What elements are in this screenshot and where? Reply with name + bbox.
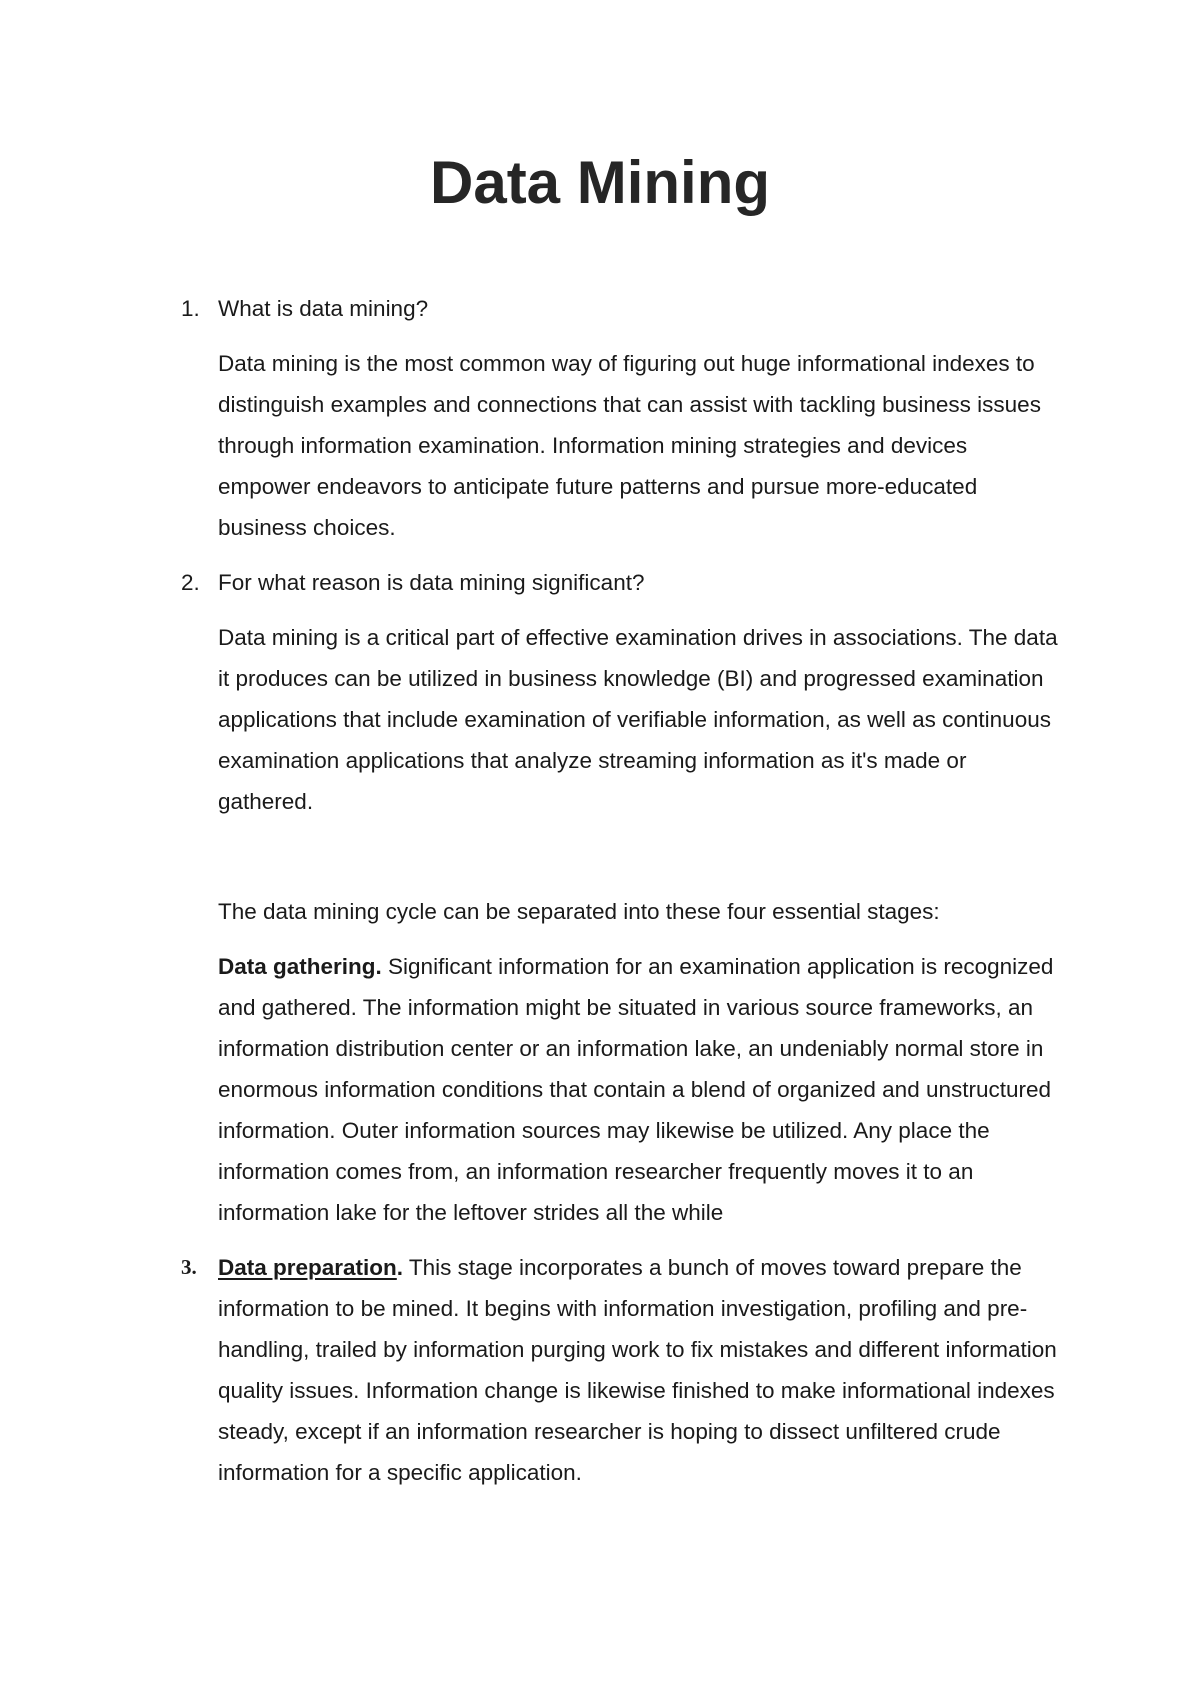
list-number: 1. xyxy=(181,296,200,321)
answer-text: Data mining is a critical part of effective examination drives in associations. The data it produces can be utilized in business knowledge (BI) and progressed examination applications that include examination of verifiable information, as well as continuous examination applications that analyze streaming information as it's made or gathered. xyxy=(218,625,1058,814)
answer-text: Data mining is the most common way of figuring out huge informational indexes to distinguish examples and connections that can assist with tackling business issues through information examination. Information mining strategies and devices empower endeavors to anticipate future patterns and pursue more-educated business choices. xyxy=(218,351,1041,540)
list-number: 2. xyxy=(181,570,200,595)
stage-text: This stage incorporates a bunch of moves toward prepare the information to be mined. It begins with information investigation, profiling and pre-handling, trailed by information purging work to fix mistakes and different information quality issues. Information change is likewise finished to make informational indexes steady, except if an information researcher is hoping to dissect unfiltered crude information for a specific application. xyxy=(218,1255,1057,1485)
stage-text: Significant information for an examination application is recognized and gathered. The information might be situated in various source frameworks, an information distribution center or an information lake, an undeniably normal store in enormous information conditions that contain a blend of organized and unstructured information. Outer information sources may likewise be utilized. Any place the information comes from, an information researcher frequently moves it to an information lake for the leftover strides all the while xyxy=(218,954,1054,1225)
list-item-2 xyxy=(181,562,1058,822)
question-text: What is data mining? xyxy=(218,296,429,321)
stage-heading: Data gathering. xyxy=(218,954,382,979)
document-title: Data Mining xyxy=(430,149,770,216)
stage-preparation xyxy=(218,1247,1058,1493)
question-text: For what reason is data mining significant? xyxy=(218,570,645,595)
stage-gathering xyxy=(218,946,1058,1233)
stage-heading-period: . xyxy=(396,1255,404,1280)
list-item-1 xyxy=(181,288,1058,548)
blank-line xyxy=(218,836,1058,891)
stages-intro: The data mining cycle can be separated into these four essential stages: xyxy=(218,899,940,924)
list-number: 3. xyxy=(181,1255,197,1279)
stage-heading: Data preparation xyxy=(218,1255,397,1280)
list-item-3 xyxy=(181,1247,1058,1493)
document-body xyxy=(181,288,1058,1507)
